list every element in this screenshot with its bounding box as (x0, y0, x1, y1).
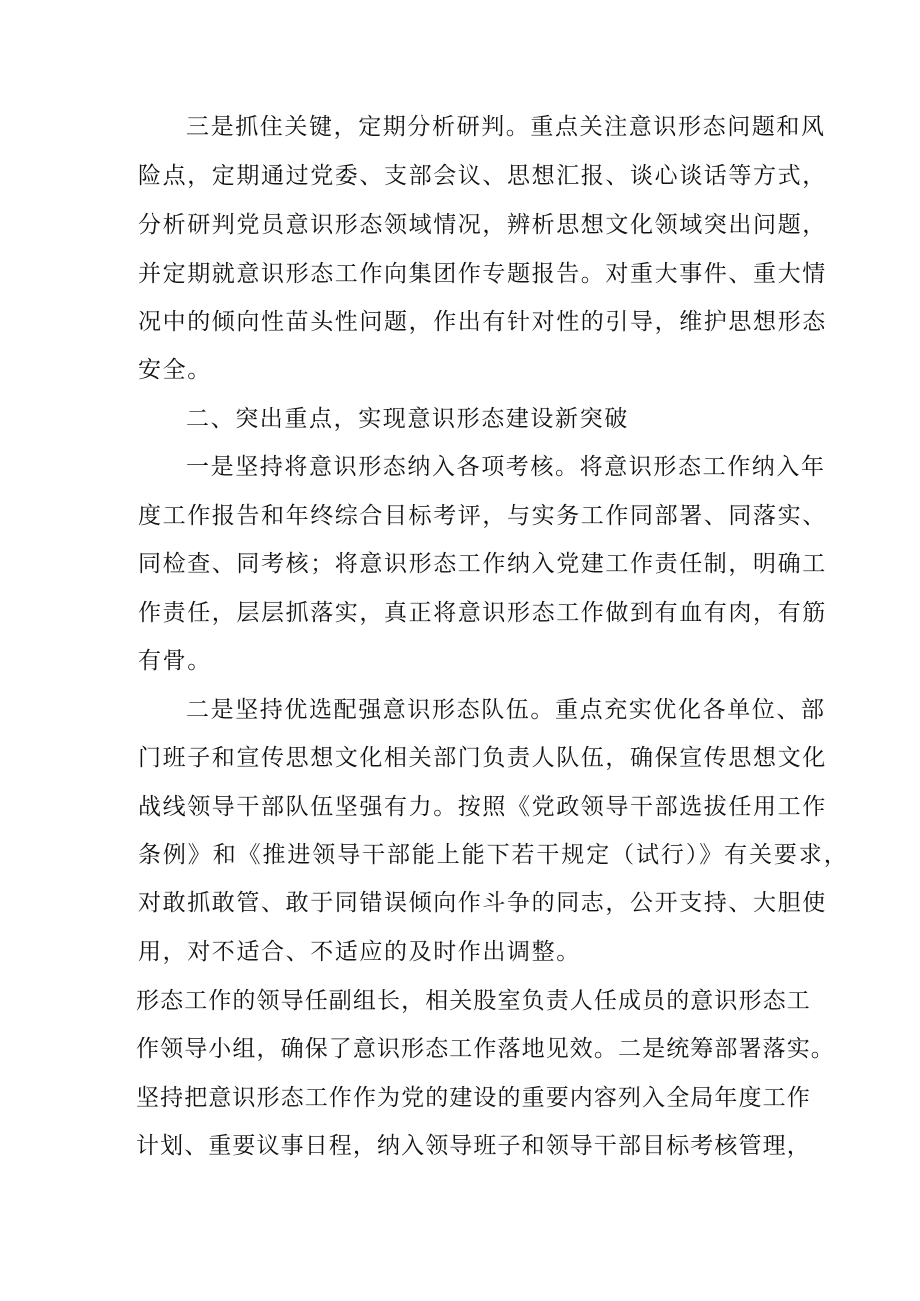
paragraph-2-line-1: 一是坚持将意识形态纳入各项考核。将意识形态工作纳入年 (186, 454, 826, 480)
paragraph-4-line-3: 坚持把意识形态工作作为党的建设的重要内容列入全局年度工作 (136, 1085, 811, 1111)
paragraph-2-line-4: 作责任，层层抓落实，真正将意识形态工作做到有血有肉，有筋 (138, 600, 827, 626)
paragraph-1-line-3: 分析研判党员意识形态领域情况，辨析思想文化领域突出问题， (138, 212, 827, 238)
paragraph-4-line-1: 形态工作的领导任副组长，相关股室负责人任成员的意识形态工 (136, 988, 811, 1014)
paragraph-1-line-2: 险点，定期通过党委、支部会议、思想汇报、谈心谈话等方式， (138, 163, 827, 189)
paragraph-3-line-2: 门班子和宣传思想文化相关部门负责人队伍，确保宣传思想文化 (138, 745, 827, 771)
paragraph-1-line-6: 安全。 (138, 357, 212, 383)
paragraph-1-line-1: 三是抓住关键，定期分析研判。重点关注意识形态问题和风 (186, 114, 826, 140)
paragraph-3-line-5: 对敢抓敢管、敢于同错误倾向作斗争的同志，公开支持、大胆使 (138, 890, 827, 916)
paragraph-1-line-4: 并定期就意识形态工作向集团作专题报告。对重大事件、重大情 (138, 261, 827, 287)
section-heading: 二、突出重点，实现意识形态建设新突破 (186, 406, 629, 432)
paragraph-2-line-2: 度工作报告和年终综合目标考评，与实务工作同部署、同落实、 (138, 503, 827, 529)
paragraph-2-line-5: 有骨。 (138, 648, 212, 674)
paragraph-2-line-3: 同检查、同考核；将意识形态工作纳入党建工作责任制，明确工 (138, 551, 827, 577)
paragraph-3-line-3: 战线领导干部队伍坚强有力。按照《党政领导干部选拔任用工作 (138, 794, 827, 820)
paragraph-4-line-4: 计划、重要议事日程，纳入领导班子和领导干部目标考核管理， (136, 1133, 811, 1159)
paragraph-3-line-1: 二是坚持优选配强意识形态队伍。重点充实优化各单位、部 (186, 697, 826, 723)
paragraph-4-line-2: 作领导小组，确保了意识形态工作落地见效。二是统筹部署落实。 (136, 1036, 835, 1062)
paragraph-3-line-6: 用，对不适合、不适应的及时作出调整。 (138, 939, 581, 965)
paragraph-3-line-4: 条例》和《推进领导干部能上能下若干规定（试行）》有关要求， (138, 842, 849, 868)
paragraph-1-line-5: 况中的倾向性苗头性问题，作出有针对性的引导，维护思想形态 (138, 309, 827, 335)
